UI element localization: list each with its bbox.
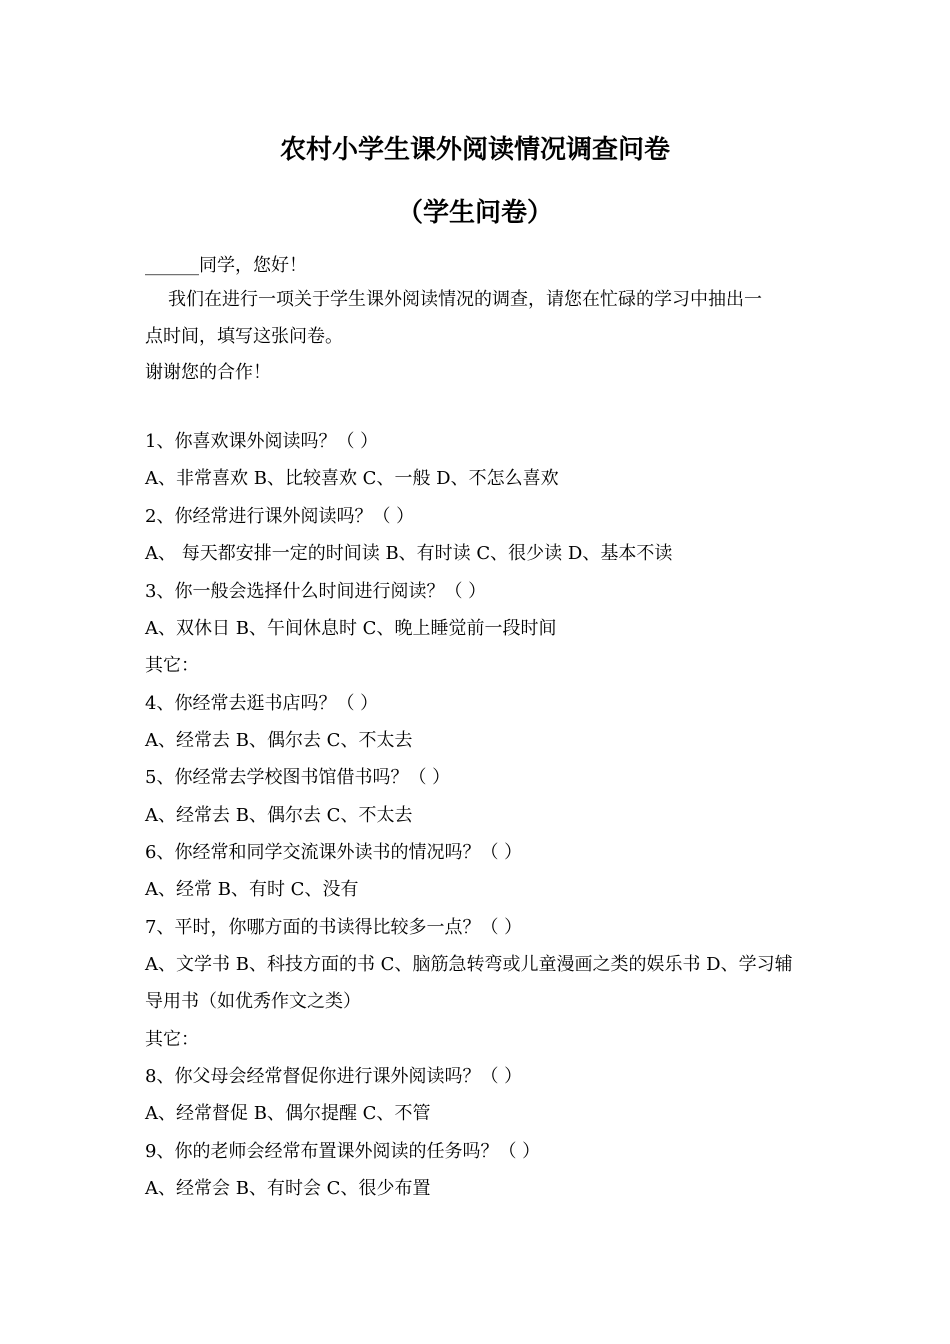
question-1-options: A、非常喜欢 B、比较喜欢 C、一般 D、不怎么喜欢: [145, 468, 559, 489]
question-3-other: 其它：: [145, 655, 199, 676]
document-title: 农村小学生课外阅读情况调查问卷: [279, 135, 670, 165]
question-7: 7、平时，你哪方面的书读得比较多一点？（ ）: [145, 917, 523, 938]
question-5: 5、你经常去学校图书馆借书吗？（ ）: [145, 767, 451, 788]
question-7-other: 其它：: [145, 1029, 199, 1050]
question-4-options: A、经常去 B、偶尔去 C、不太去: [145, 730, 413, 751]
question-2: 2、你经常进行课外阅读吗？（ ）: [145, 506, 415, 527]
intro-paragraph-line-2: 点时间，填写这张问卷。: [145, 326, 343, 347]
question-7-options: A、文学书 B、科技方面的书 C、脑筋急转弯或儿童漫画之类的娱乐书 D、学习辅: [145, 954, 793, 975]
question-9: 9、你的老师会经常布置课外阅读的任务吗？（ ）: [145, 1141, 541, 1162]
question-6-options: A、经常 B、有时 C、没有: [145, 879, 359, 900]
question-5-options: A、经常去 B、偶尔去 C、不太去: [145, 805, 413, 826]
thanks-text: 谢谢您的合作！: [145, 362, 271, 383]
question-7-options-continued: 导用书（如优秀作文之类）: [145, 991, 361, 1012]
question-6: 6、你经常和同学交流课外读书的情况吗？（ ）: [145, 842, 523, 863]
question-4: 4、你经常去逛书店吗？（ ）: [145, 693, 379, 714]
intro-paragraph-line-1: 我们在进行一项关于学生课外阅读情况的调查，请您在忙碌的学习中抽出一: [168, 289, 762, 310]
question-2-options: A、 每天都安排一定的时间读 B、有时读 C、很少读 D、基本不读: [145, 543, 673, 564]
question-9-options: A、经常会 B、有时会 C、很少布置: [145, 1178, 431, 1199]
document-subtitle: （学生问卷）: [396, 198, 553, 228]
question-1: 1、你喜欢课外阅读吗？（ ）: [145, 431, 379, 452]
greeting: ______同学，您好！: [145, 255, 307, 276]
question-3-options: A、双休日 B、午间休息时 C、晚上睡觉前一段时间: [145, 618, 557, 639]
question-3: 3、你一般会选择什么时间进行阅读？（ ）: [145, 581, 487, 602]
question-8-options: A、经常督促 B、偶尔提醒 C、不管: [145, 1103, 431, 1124]
question-8: 8、你父母会经常督促你进行课外阅读吗？（ ）: [145, 1066, 523, 1087]
